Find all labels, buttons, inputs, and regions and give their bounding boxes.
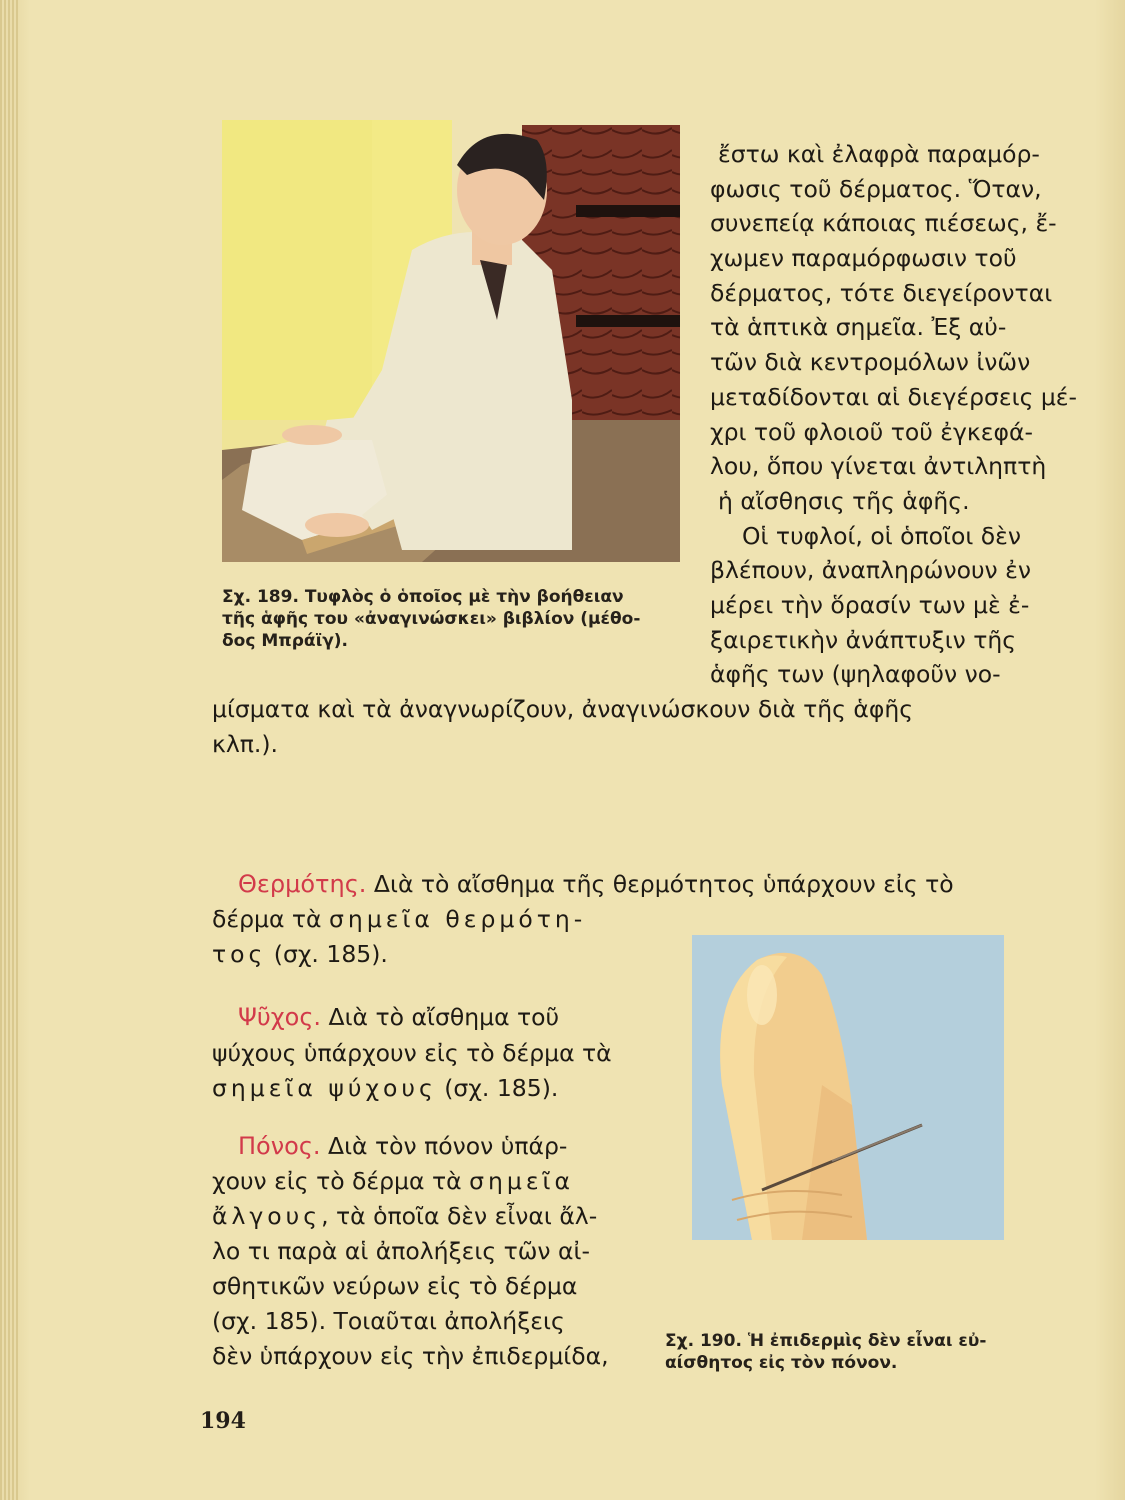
figure-190-image — [692, 935, 1004, 1240]
text-line: δέρματος, τότε διεγείρονται — [710, 278, 1053, 307]
spaced-term: σημεῖα ψύχους — [212, 1074, 437, 1102]
page-edge — [0, 0, 18, 1500]
text-line: δὲν ὑπάρχουν εἰς τὴν ἐπιδερμίδα, — [212, 1342, 609, 1370]
text-line: ἡ αἴσθησις τῆς ἁφῆς. — [718, 486, 970, 515]
ponos-line-1 — [238, 1129, 567, 1164]
text-line: Οἱ τυφλοί, οἱ ὁποῖοι δὲν — [742, 521, 1022, 550]
thermotis-line-2 — [212, 902, 586, 937]
text-line: Διὰ τὸ αἴσθημα τοῦ — [328, 1003, 560, 1031]
spaced-term: ἄλγους — [212, 1202, 322, 1230]
text-fragment: δέρμα τὰ — [212, 905, 330, 933]
thermotis-heading: Θερμότης. — [238, 870, 367, 898]
thermotis-line-3 — [212, 937, 388, 972]
text-line: μέρει τὴν ὅρασίν των μὲ ἐ- — [710, 590, 1030, 619]
text-line: Διὰ τὸ αἴσθημα τῆς θερμότητος ὑπάρχουν εἰς τὸ — [373, 870, 954, 898]
text-fragment: (σχ. 185). — [266, 940, 388, 968]
text-line: ξαιρετικὴν ἀνάπτυξιν τῆς — [710, 625, 1017, 654]
psychos-heading: Ψῦχος. — [238, 1003, 322, 1031]
right-column-text — [710, 137, 1077, 692]
spaced-term: σημεῖα θερμότη- — [329, 905, 587, 933]
text-line: βλέπουν, ἀναπληρώνουν ἐν — [710, 556, 1031, 585]
finger-needle-illustration — [692, 935, 1004, 1240]
text-line: φωσις τοῦ δέρματος. Ὅταν, — [710, 174, 1042, 203]
spaced-term: τος — [212, 940, 267, 968]
psychos-line-1 — [238, 1000, 559, 1035]
caption-line: αίσθητος εἰς τὸν πόνον. — [665, 1353, 898, 1373]
psychos-line-3 — [212, 1071, 558, 1106]
blind-reader-illustration — [222, 120, 680, 562]
text-line: συνεπείᾳ κάποιας πιέσεως, ἔ- — [710, 209, 1057, 238]
caption-line: τῆς ἁφῆς του «ἀναγινώσκει» βιβλίον (μέθο- — [222, 609, 641, 629]
caption-line: Σχ. 190. Ἡ ἐπιδερμὶς δὲν εἶναι εὐ- — [665, 1331, 987, 1351]
text-line: τῶν διὰ κεντρομόλων ἰνῶν — [710, 348, 1031, 377]
text-fragment: χουν εἰς τὸ δέρμα τὰ — [212, 1167, 470, 1195]
text-line: Διὰ τὸν πόνον ὑπάρ- — [328, 1132, 568, 1160]
text-line: (σχ. 185). Τοιαῦται ἀπολήξεις — [212, 1307, 565, 1335]
ponos-heading: Πόνος. — [238, 1132, 321, 1160]
caption-line: Σχ. 189. Τυφλὸς ὁ ὁποῖος μὲ τὴν βοήθειαν — [222, 587, 624, 607]
text-fragment: , τὰ ὁποῖα δὲν εἶναι ἄλ- — [321, 1202, 598, 1230]
text-line: ἁφῆς των (ψηλαφοῦν νο- — [710, 660, 1001, 689]
text-fragment: (σχ. 185). — [436, 1074, 559, 1102]
text-line: ἔστω καὶ ἐλαφρὰ παραμόρ- — [718, 140, 1040, 168]
text-line: λου, ὅπου γίνεται ἀντιληπτὴ — [710, 452, 1047, 481]
ponos-line-3 — [212, 1199, 597, 1234]
figure-189-image — [222, 120, 680, 562]
text-line: ψύχους ὑπάρχουν εἰς τὸ δέρμα τὰ — [212, 1039, 612, 1067]
full-width-text — [212, 692, 913, 761]
thermotis-line-1 — [238, 867, 954, 902]
text-line: λο τι παρὰ αἱ ἀπολήξεις τῶν αἰ- — [212, 1237, 590, 1265]
text-line: χωμεν παραμόρφωσιν τοῦ — [710, 244, 1017, 273]
text-line: σθητικῶν νεύρων εἰς τὸ δέρμα — [212, 1272, 578, 1300]
ponos-line-2 — [212, 1164, 574, 1199]
text-line: τὰ ἁπτικὰ σημεῖα. Ἐξ αὐ- — [710, 313, 1007, 342]
text-line: μεταδίδονται αἱ διεγέρσεις μέ- — [710, 382, 1077, 411]
text-line: μίσματα καὶ τὰ ἀναγνωρίζουν, ἀναγινώσκουν διὰ τῆς ἁφῆς — [212, 695, 914, 723]
figure-190-caption — [665, 1330, 986, 1374]
caption-line: δος Μπράϊγ). — [222, 631, 348, 651]
spaced-term: σημεῖα — [469, 1167, 574, 1195]
text-line: χρι τοῦ φλοιοῦ τοῦ ἐγκεφά- — [710, 417, 1033, 446]
text-line: κλπ.). — [212, 729, 279, 758]
page-number: 194 — [200, 1408, 246, 1434]
figure-189-caption — [222, 586, 640, 652]
